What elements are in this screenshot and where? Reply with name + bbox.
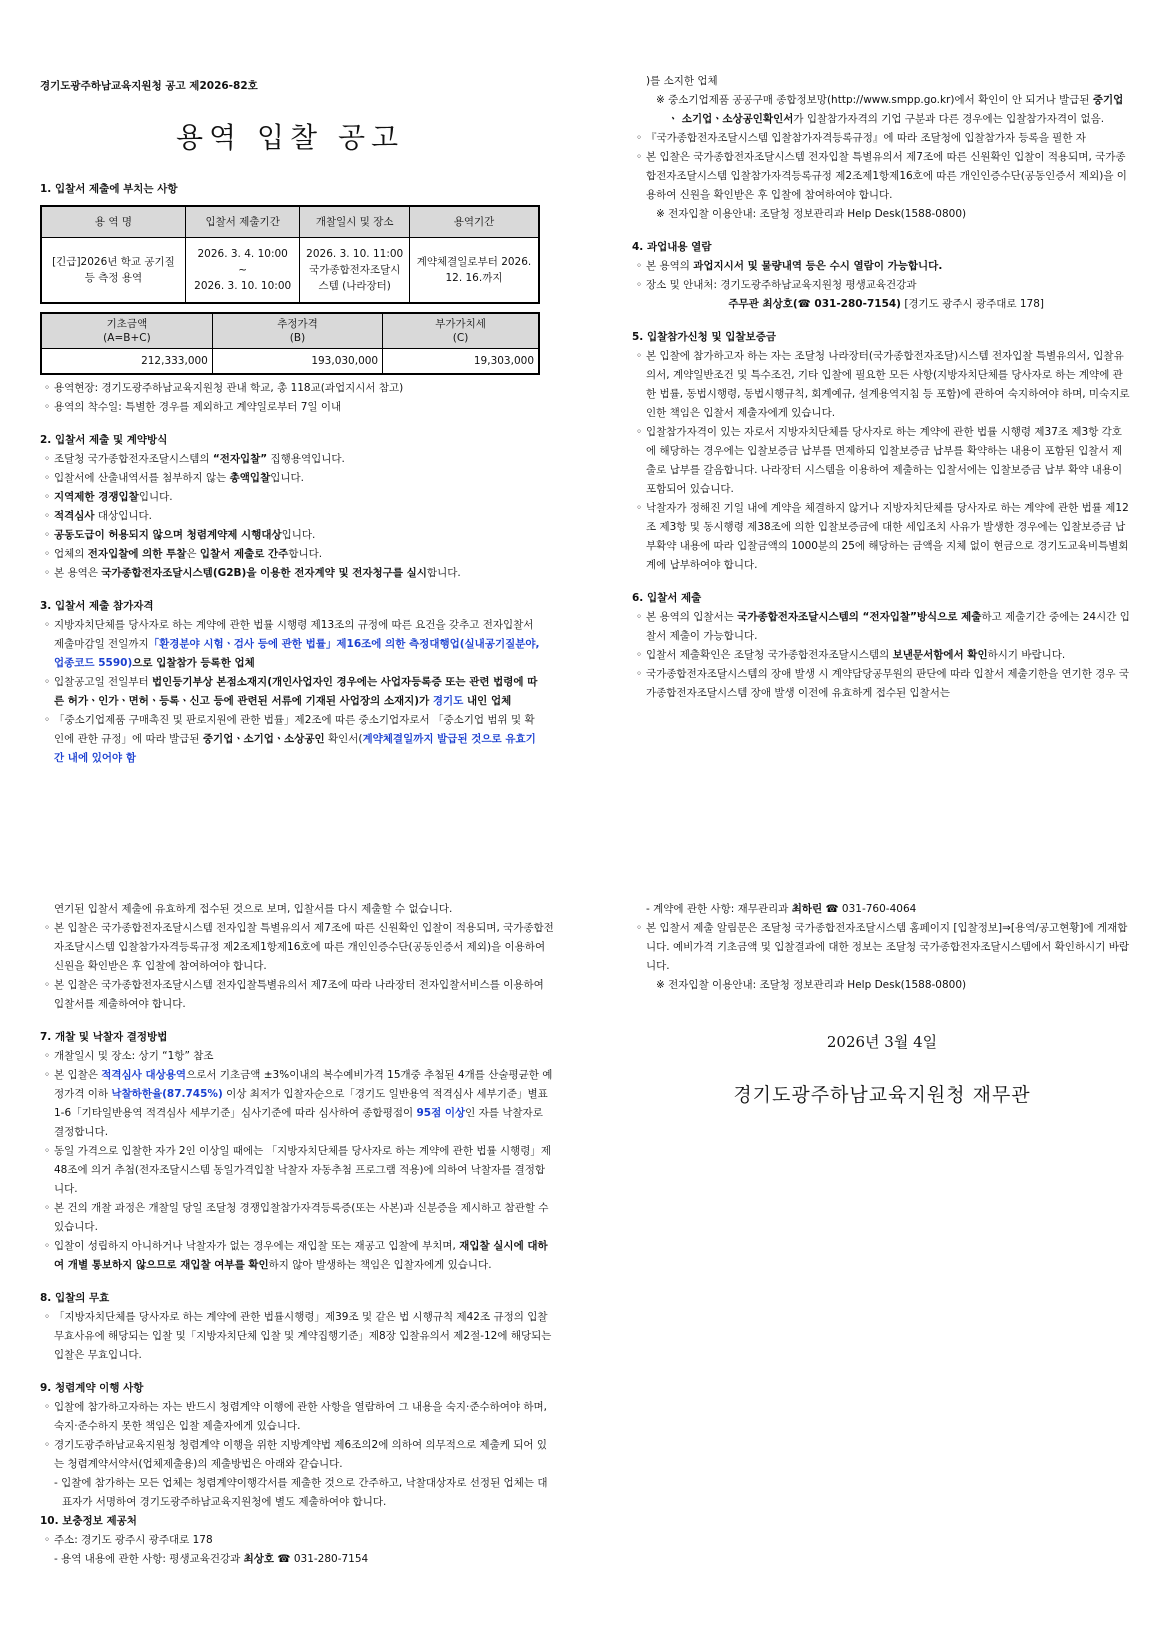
sec2-item-5 bbox=[40, 526, 540, 545]
text: 입찰공고일 전일부터 bbox=[54, 676, 152, 688]
section-7-title: 7. 개찰 및 낙찰자 결정방법 bbox=[40, 1031, 168, 1043]
sec1-item-site: ◦ 용역현장: 경기도광주하남교육지원청 관내 학교, 총 118교(과업지시서 참고) bbox=[40, 379, 540, 398]
text: ※ 중소기업제품 공공구매 종합정보망(http://www.smpp.go.kr)에서 확인이 안 되거나 발급된 bbox=[656, 94, 1093, 106]
text: 입찰서 제출확인은 조달청 국가종합전자조달시스템의 bbox=[646, 649, 893, 661]
text-bold: 재입찰 실시에 대하여 개별 통보하지 않으므로 재입찰 여부를 확인 bbox=[54, 1240, 548, 1271]
sec6-item-5: ◦ 본 입찰은 국가종합전자조달시스템 전자입찰특별유의서 제7조에 따라 나라장터 전자입찰서비스를 이용하여 입찰서를 제출하여야 합니다. bbox=[40, 976, 555, 1014]
text: 가 입찰참가자격의 기업 구분과 다른 경우에는 입찰참가자격이 없음. bbox=[793, 113, 1105, 125]
text: 입니다. bbox=[270, 472, 304, 484]
sec3-item-2 bbox=[40, 673, 540, 711]
sec6-item-1 bbox=[632, 608, 1132, 646]
text-bold-blue: 95점 이상 bbox=[416, 1107, 466, 1119]
sec2-item-1 bbox=[40, 450, 540, 469]
page1-left-column bbox=[40, 72, 540, 768]
period-end: 2026. 3. 10. 10:00 bbox=[194, 280, 292, 292]
estimated-price-sub: (B) bbox=[289, 332, 306, 344]
sec7-item-1: ◦ 개찰일시 및 장소: 상기 “1항” 참조 bbox=[40, 1047, 555, 1066]
sec9-item-1: ◦ 입찰에 참가하고자하는 자는 반드시 청렴계약 이행에 관한 사항을 열람하여 그 내용을 숙지·준수하여야 하며, 숙지·준수하지 못한 책임은 입찰 제출자에게 있습니다. bbox=[40, 1398, 555, 1436]
sec5-item-1: ◦ 본 입찰에 참가하고자 하는 자는 조달청 나라장터(국가종합전자조달)시스템 전자입찰 특별유의서, 입찰유의서, 계약일반조건 및 특수조건, 기타 입찰에 필요한 모든 사항(지방자치단체를 당사자로 하는 계약에 관한 법률, 동법시행령, 동법시행규칙, 회계예규, 설계용역지침 등 포함)에 관하여 숙지하여야 하며, 미숙지로 인한 책임은 입찰서 제출자에게 있습니다. bbox=[632, 347, 1132, 423]
text: 합니다. bbox=[288, 548, 323, 560]
text-bold: 중기업ㆍ소기업ㆍ소상공인 bbox=[202, 733, 325, 745]
text-bold: 공동도급이 허용되지 않으며 청렴계약제 시행대상 bbox=[54, 529, 282, 541]
vat-sub: (C) bbox=[452, 332, 469, 344]
issuing-organization: 경기도광주하남교육지원청 재무관 bbox=[733, 1084, 1031, 1106]
section-5-title: 5. 입찰참가신청 및 입찰보증금 bbox=[632, 331, 776, 343]
opening-cell bbox=[300, 238, 410, 304]
price-table bbox=[40, 312, 540, 375]
text-bold: 과업지시서 및 물량내역 등은 수시 열람이 가능합니다. bbox=[693, 260, 943, 272]
text: 입찰서에 산출내역서를 첨부하지 않는 bbox=[54, 472, 230, 484]
text: 합니다. bbox=[426, 567, 461, 579]
sec9-item-2: ◦ 경기도광주하남교육지원청 청렴계약 이행을 위한 지방계약법 제6조의2에 의하여 의무적으로 제출케 되어 있는 청렴계약서약서(업체제출용)의 제출방법은 아래와 같습니다. bbox=[40, 1436, 555, 1474]
text: 확인서( bbox=[324, 733, 363, 745]
sec2-item-7 bbox=[40, 564, 540, 583]
text-bold-blue: 낙찰하한율(87.745%) bbox=[111, 1088, 223, 1100]
text: 「중소기업제품 구매촉진 및 판로지원에 관한 법률」제2조에 따른 중소기업자로서 「중소기업 범위 및 확인에 관한 규정」에 따라 발급된 bbox=[54, 714, 535, 745]
notice-date: 2026년 3월 4일 bbox=[826, 1033, 938, 1051]
text-bold: 적격심사 bbox=[54, 510, 95, 522]
sec4-contact bbox=[632, 295, 1132, 314]
sec2-item-2 bbox=[40, 469, 540, 488]
header-base-amount bbox=[41, 313, 212, 349]
sec3-item-3 bbox=[40, 711, 540, 768]
text: 대상입니다. bbox=[94, 510, 152, 522]
sec3-note-2: ※ 전자입찰 이용안내: 조달청 정보관리과 Help Desk(1588-0800) bbox=[656, 208, 967, 220]
sec10-sub-2 bbox=[632, 900, 1132, 919]
text-bold: 중기업ㆍ 소기업ㆍ소상공인확인서 bbox=[668, 94, 1124, 125]
section-3-title: 3. 입찰서 제출 참가자격 bbox=[40, 600, 154, 612]
notice-number: 경기도광주하남교육지원청 공고 제2026-82호 bbox=[40, 80, 258, 92]
text-bold: 법인등기부상 본점소재지(개인사업자인 경우에는 사업자등록증 또는 관련 법령에 따른 허가ㆍ인가ㆍ면허ㆍ등록ㆍ신고 등에 관련된 서류에 기재된 사업장의 소재지)가 bbox=[54, 676, 538, 707]
text-bold-blue: 「환경분야 시험ㆍ검사 등에 관한 법률」제16조에 의한 측정대행업(실내공기질분야, 업종코드 5590) bbox=[54, 638, 540, 669]
sec8-item-1: ◦ 「지방자치단체를 당사자로 하는 계약에 관한 법률시행령」제39조 및 같은 법 시행규칙 제42조 규정의 입찰 무효사유에 해당되는 입찰 및「지방자치단체 입찰 및 계약집행기준」제8장 입찰유의서 제2절-12에 해당되는 입찰은 무효입니다. bbox=[40, 1308, 555, 1365]
text: )를 소지한 업체 bbox=[646, 75, 718, 87]
sec6-item-2 bbox=[632, 646, 1132, 665]
sec3-item-4: ◦ 『국가종합전자조달시스템 입찰참가자격등록규정』에 따라 조달청에 입찰참가자 등록을 필한 자 bbox=[632, 129, 1132, 148]
sec4-item-2: ◦ 장소 및 안내처: 경기도광주하남교육지원청 평생교육건강과 bbox=[632, 276, 1132, 295]
text-bold: 최상호 bbox=[243, 1553, 275, 1565]
service-name-cell: [긴급]2026년 학교 공기질 등 측정 용역 bbox=[41, 238, 185, 304]
section-8-title: 8. 입찰의 무효 bbox=[40, 1292, 110, 1304]
sec2-item-4 bbox=[40, 507, 540, 526]
sec5-item-3: ◦ 낙찰자가 정해진 기일 내에 계약을 체결하지 않거나 지방자치단체를 당사자로 하는 계약에 관한 법률 제12조 제3항 및 동시행령 제38조에 의한 입찰보증금에 대한 세입조치 사유가 발생한 경우에는 입찰보증금 납부확약 내용에 따라 입찰금액의 1000분의 25에 해당하는 금액을 지체 없이 현금으로 경기도교육비특별회계에 납부하여야 합니다. bbox=[632, 499, 1132, 575]
header-vat bbox=[383, 313, 539, 349]
sec6-item-4: ◦ 본 입찰은 국가종합전자조달시스템 전자입찰 특별유의서 제7조에 따른 신원확인 입찰이 적용되며, 국가종합전자조달시스템 입찰참가자격등록규정 제2조제1항제16호에 따른 개인인증수단(공동인증서 제외)을 이용하여 신원을 확인받은 후 입찰에 참여하여야 합니다. bbox=[40, 919, 555, 976]
sec2-item-6 bbox=[40, 545, 540, 564]
page1-right-column bbox=[632, 72, 1132, 703]
sec3-item-5: ◦ 본 입찰은 국가종합전자조달시스템 전자입찰 특별유의서 제7조에 따른 신원확인 입찰이 적용되며, 국가종합전자조달시스템 입찰참가자격등록규정 제2조제1항제16호에 따른 개인인증수단(공동인증서 제외)을 이용하여 신원을 확인받은 후 입찰에 참여하여야 합니다. bbox=[632, 148, 1132, 205]
opening-place: 국가종합전자조달시스템 (나라장터) bbox=[309, 264, 401, 292]
text-bold: 국가종합전자조달시스템(G2B)을 이용한 전자계약 및 전자청구를 실시 bbox=[101, 567, 427, 579]
text-bold: 입찰서 제출로 간주 bbox=[199, 548, 289, 560]
text-bold: 주무관 최상호(☎ 031-280-7154) bbox=[728, 298, 901, 310]
text: 인 자를 낙찰자로 결정합니다. bbox=[54, 1107, 543, 1138]
period-start: 2026. 3. 4. 10:00 bbox=[197, 248, 288, 260]
text-bold-blue: 경기도 bbox=[432, 695, 464, 707]
text-bold: 내인 업체 bbox=[463, 695, 512, 707]
base-amount-value: 212,333,000 bbox=[41, 349, 212, 375]
text: 하고 제출기간 중에는 24시간 입찰서 제출이 가능합니다. bbox=[646, 611, 1130, 642]
text-bold: 으로 입찰참가 등록한 업체 bbox=[132, 657, 255, 669]
text: 입니다. bbox=[138, 491, 173, 503]
text: 입니다. bbox=[281, 529, 316, 541]
text: 조달청 국가종합전자조달시스템의 bbox=[54, 453, 213, 465]
estimated-price-label: 추정가격 bbox=[277, 318, 318, 330]
base-amount-sub: (A=B+C) bbox=[103, 332, 151, 344]
page2-left-column bbox=[40, 900, 555, 1569]
text: 집행용역입니다. bbox=[267, 453, 345, 465]
sec6-item-3: ◦ 국가종합전자조달시스템의 장애 발생 시 계약담당공무원의 판단에 따라 입찰서 제출기한을 연기한 경우 국가종합전자조달시스템 장애 발생 이전에 유효하게 접수된 입찰서는 bbox=[632, 665, 1132, 703]
submit-period-cell bbox=[185, 238, 300, 304]
text-bold: 보낸문서함에서 확인 bbox=[892, 649, 988, 661]
text: - 용역 내용에 관한 사항: 평생교육건강과 bbox=[54, 1553, 244, 1565]
bid-info-table bbox=[40, 205, 540, 304]
vat-label: 부가가치세 bbox=[435, 318, 486, 330]
text: 본 입찰은 bbox=[54, 1069, 102, 1081]
text-bold-blue: 계약체결일까지 발급된 것으로 유효기간 내에 있어야 함 bbox=[54, 733, 536, 764]
text-bold: “전자입찰” bbox=[212, 453, 268, 465]
section-2-title: 2. 입찰서 제출 및 계약방식 bbox=[40, 434, 168, 446]
text-bold: 총액입찰 bbox=[229, 472, 271, 484]
text: - 계약에 관한 사항: 재무관리과 bbox=[646, 903, 792, 915]
text-bold-blue: 적격심사 대상용역 bbox=[101, 1069, 187, 1081]
text: 은 bbox=[186, 548, 200, 560]
vat-value: 19,303,000 bbox=[383, 349, 539, 375]
header-service-period: 용역기간 bbox=[409, 206, 539, 238]
header-opening: 개찰일시 및 장소 bbox=[300, 206, 410, 238]
section-10-title: 10. 보충정보 제공처 bbox=[40, 1515, 137, 1527]
header-estimated-price bbox=[212, 313, 382, 349]
text-bold: 전자입찰에 의한 투찰 bbox=[87, 548, 187, 560]
sec9-sub-1: - 입찰에 참가하는 모든 업체는 청렴계약이행각서를 제출한 것으로 간주하고, 낙찰대상자로 선정된 업체는 대표자가 서명하여 경기도광주하남교육지원청에 별도 제출하여야 합니다. bbox=[54, 1477, 548, 1508]
sec2-item-3 bbox=[40, 488, 540, 507]
section-1-title: 1. 입찰서 제출에 부치는 사항 bbox=[40, 183, 178, 195]
sec10-sub-1 bbox=[40, 1550, 555, 1569]
text: 본 용역의 bbox=[646, 260, 694, 272]
sec7-item-5 bbox=[40, 1237, 555, 1275]
sec3-item-3-continued bbox=[632, 72, 1132, 91]
sec3-item-1 bbox=[40, 616, 540, 673]
header-service-name: 용 역 명 bbox=[41, 206, 185, 238]
text: 본 용역의 입찰서는 bbox=[646, 611, 738, 623]
section-9-title: 9. 청렴계약 이행 사항 bbox=[40, 1382, 144, 1394]
sec7-item-2 bbox=[40, 1066, 555, 1142]
sec1-item-start: ◦ 용역의 착수일: 특별한 경우를 제외하고 계약일로부터 7일 이내 bbox=[40, 398, 540, 417]
contract-period-cell: 계약체결일로부터 2026. 12. 16.까지 bbox=[409, 238, 539, 304]
sec7-item-4: ◦ 본 건의 개찰 과정은 개찰일 당일 조달청 경쟁입찰참가자격등록증(또는 사본)과 신분증을 제시하고 참관할 수 있습니다. bbox=[40, 1199, 555, 1237]
page2-right-column bbox=[632, 900, 1132, 1105]
sec10-item-1: ◦ 주소: 경기도 광주시 광주대로 178 bbox=[40, 1531, 555, 1550]
document-title: 용역 입찰 공고 bbox=[175, 121, 405, 154]
sec4-item-1 bbox=[632, 257, 1132, 276]
sec5-item-2: ◦ 입찰참가자격이 있는 자로서 지방자치단체를 당사자로 하는 계약에 관한 법률 시행령 제37조 제3항 각호에 해당하는 경우에는 입찰보증금 납부를 면제하되 입찰보증금 납부를 확약하는 내용이 포함된 입찰서 제출로 납부를 갈음합니다. 나라장터 시스템을 이용하여 제출하는 입찰서에는 입찰보증금 납부 확약 내용이 포함되어 있습니다. bbox=[632, 423, 1132, 499]
text: ☎ 031-280-7154 bbox=[274, 1553, 369, 1565]
header-submit-period: 입찰서 제출기간 bbox=[185, 206, 300, 238]
text-bold: 지역제한 경쟁입찰 bbox=[54, 491, 139, 503]
text: 이상 최저가 입찰자순으로「경기도 일반용역 적격심사 세부기준」별표1-6「기타일반용역 적격심사 세부기준」심사기준에 따라 심사하여 종합평점이 bbox=[54, 1088, 548, 1119]
text: 업체의 bbox=[54, 548, 88, 560]
text: 으로서 기초금액 ±3%이내의 복수예비가격 15개중 추첨된 4개를 산술평균한 예정가격 이하 bbox=[54, 1069, 553, 1100]
sec10-item-2: ◦ 본 입찰서 제출 알림문은 조달청 국가종합전자조달시스템 홈페이지 [입찰정보]⇒[용역/공고현황]에 게재합니다. 예비가격 기초금액 및 입찰결과에 대한 정보는 조달청 국가종합전자조달시스템에서 확인하시기 바랍니다. bbox=[632, 919, 1132, 976]
text: ☎ 031-760-4064 bbox=[822, 903, 917, 915]
text: 입찰이 성립하지 아니하거나 낙찰자가 없는 경우에는 재입찰 또는 재공고 입찰에 부치며, bbox=[54, 1240, 460, 1252]
period-tilde: ~ bbox=[238, 264, 248, 276]
section-4-title: 4. 과업내용 열람 bbox=[632, 241, 712, 253]
base-amount-label: 기초금액 bbox=[106, 318, 148, 330]
text: 본 용역은 bbox=[54, 567, 102, 579]
sec6-item-3-continued: 연기된 입찰서 제출에 유효하게 접수된 것으로 보며, 입찰서를 다시 제출할 수 없습니다. bbox=[54, 903, 453, 915]
opening-date: 2026. 3. 10. 11:00 bbox=[306, 248, 404, 260]
text-bold: 최하린 bbox=[791, 903, 823, 915]
text: 지방자치단체를 당사자로 하는 계약에 관한 법률 시행령 제13조의 규정에 따른 요건을 갖추고 전자입찰서 제출마감일 전일까지 bbox=[54, 619, 534, 650]
estimated-price-value: 193,030,000 bbox=[212, 349, 382, 375]
text: [경기도 광주시 광주대로 178] bbox=[900, 298, 1044, 310]
sec7-item-3: ◦ 동일 가격으로 입찰한 자가 2인 이상일 때에는 「지방자치단체를 당사자로 하는 계약에 관한 법률 시행령」제48조에 의거 추첨(전자조달시스템 동일가격입찰 낙찰자 자동추첨 프로그램 적용)에 의하여 낙찰자를 결정합니다. bbox=[40, 1142, 555, 1199]
sec10-note: ※ 전자입찰 이용안내: 조달청 정보관리과 Help Desk(1588-0800) bbox=[656, 979, 967, 991]
text: 하시기 바랍니다. bbox=[987, 649, 1066, 661]
section-6-title: 6. 입찰서 제출 bbox=[632, 592, 702, 604]
text: 하지 않아 발생하는 책임은 입찰자에게 있습니다. bbox=[268, 1259, 492, 1271]
text-bold: 국가종합전자조달시스템의 “전자입찰”방식으로 제출 bbox=[737, 611, 982, 623]
sec3-note-1 bbox=[632, 91, 1132, 129]
